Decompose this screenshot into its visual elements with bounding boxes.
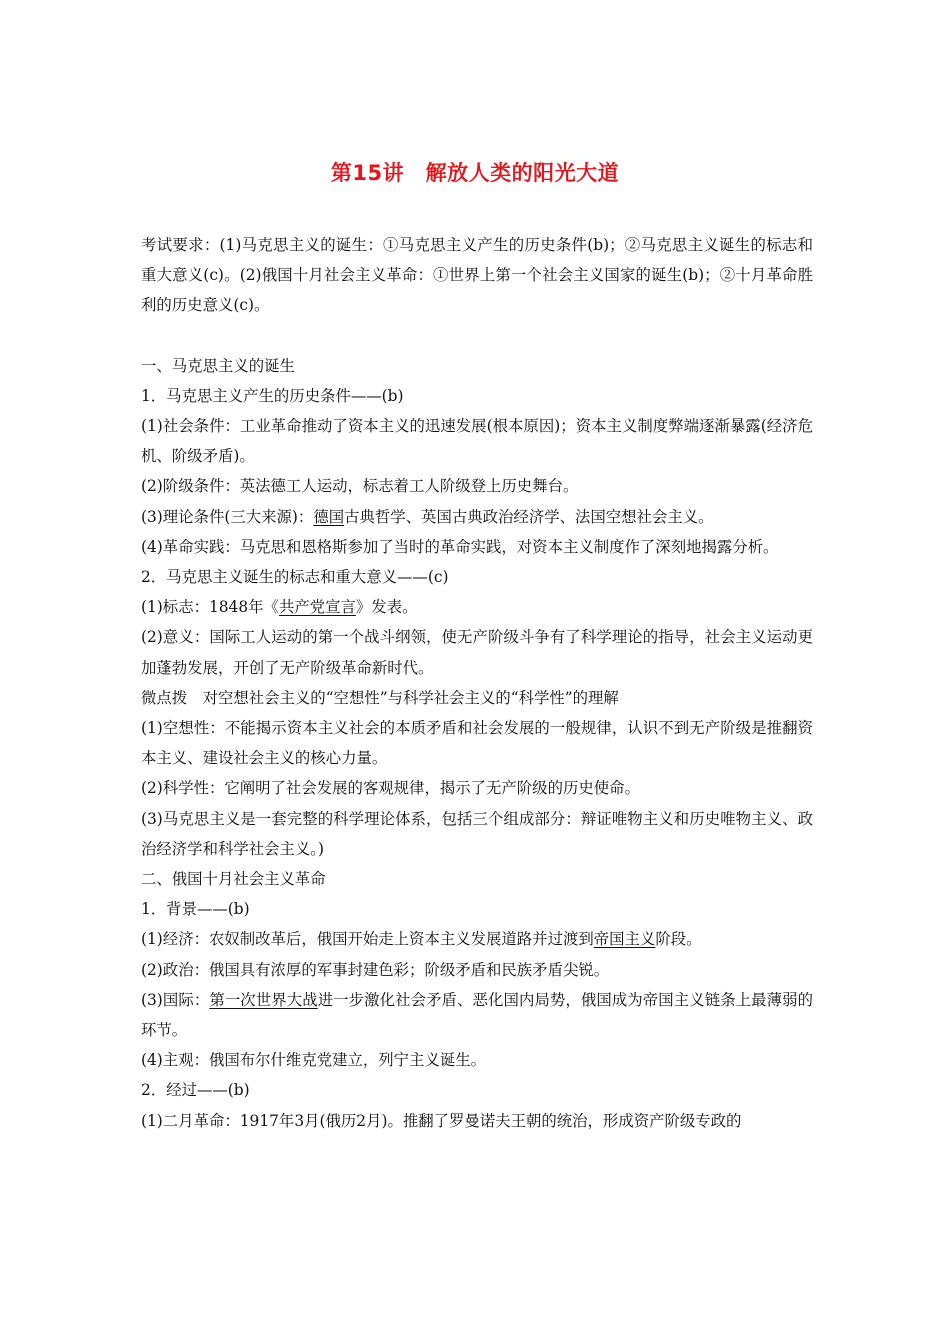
tip-paragraph: (2)科学性：它阐明了社会发展的客观规律，揭示了无产阶级的历史使命。 [141, 779, 640, 798]
subsection-heading: 2．马克思主义诞生的标志和重大意义——(c) [141, 568, 449, 587]
exam-requirement: 考试要求：(1)马克思主义的诞生：①马克思主义产生的历史条件(b)；②马克思主义诞生的标志和重大意义(c)。(2)俄国十月社会主义革命：①世界上第一个社会主义国家的诞生(b)；②十月革命胜利的历史意义(c)。 [141, 236, 813, 315]
section-heading: 一、马克思主义的诞生 [141, 356, 295, 375]
paragraph: (1)经济：农奴制改革后，俄国开始走上资本主义发展道路并过渡到帝国主义阶段。 [141, 930, 702, 949]
underlined-term: 德国 [313, 507, 345, 526]
spacer [141, 321, 813, 351]
paragraph: (3)国际：第一次世界大战进一步激化社会矛盾、恶化国内局势，俄国成为帝国主义链条上最薄弱的环节。 [141, 990, 813, 1040]
paragraph: (4)革命实践：马克思和恩格斯参加了当时的革命实践，对资本主义制度作了深刻地揭露分析。 [141, 537, 779, 556]
subsection-heading: 1．马克思主义产生的历史条件——(b) [141, 386, 404, 405]
paragraph: (2)政治：俄国具有浓厚的军事封建色彩；阶级矛盾和民族矛盾尖锐。 [141, 960, 610, 979]
paragraph: (1)标志：1848年《共产党宣言》发表。 [141, 598, 418, 617]
tip-title: 微点拨 对空想社会主义的“空想性”与科学社会主义的“科学性”的理解 [141, 688, 619, 707]
paragraph: (3)理论条件(三大来源)：德国古典哲学、英国古典政治经济学、法国空想社会主义。 [141, 507, 714, 526]
underlined-term: 帝国主义 [593, 930, 656, 949]
underlined-term: 共产党宣言 [278, 598, 356, 617]
subsection-heading: 1．背景——(b) [141, 900, 250, 919]
tip-paragraph: (1)空想性：不能揭示资本主义社会的本质矛盾和社会发展的一般规律，认识不到无产阶级是推翻资本主义、建设社会主义的核心力量。 [141, 719, 813, 768]
paragraph: (2)意义：国际工人运动的第一个战斗纲领，使无产阶级斗争有了科学理论的指导，社会主义运动更加蓬勃发展，开创了无产阶级革命新时代。 [141, 628, 813, 677]
underlined-term: 第一次世界大战 [209, 990, 318, 1009]
paragraph: (2)阶级条件：英法德工人运动，标志着工人阶级登上历史舞台。 [141, 477, 579, 496]
document-body [141, 230, 813, 1136]
subsection-heading: 2．经过——(b) [141, 1081, 250, 1100]
tip-paragraph: (3)马克思主义是一套完整的科学理论体系，包括三个组成部分：辩证唯物主义和历史唯物主义、政治经济学和科学社会主义。) [141, 809, 813, 858]
section-heading: 二、俄国十月社会主义革命 [141, 870, 326, 889]
paragraph: (4)主观：俄国布尔什维克党建立，列宁主义诞生。 [141, 1051, 487, 1070]
page-title: 第15讲 解放人类的阳光大道 [330, 161, 620, 185]
paragraph: (1)二月革命：1917年3月(俄历2月)。推翻了罗曼诺夫王朝的统治，形成资产阶级专政的 [141, 1111, 742, 1130]
paragraph: (1)社会条件：工业革命推动了资本主义的迅速发展(根本原因)；资本主义制度弊端逐渐暴露(经济危机、阶级矛盾)。 [141, 417, 813, 466]
